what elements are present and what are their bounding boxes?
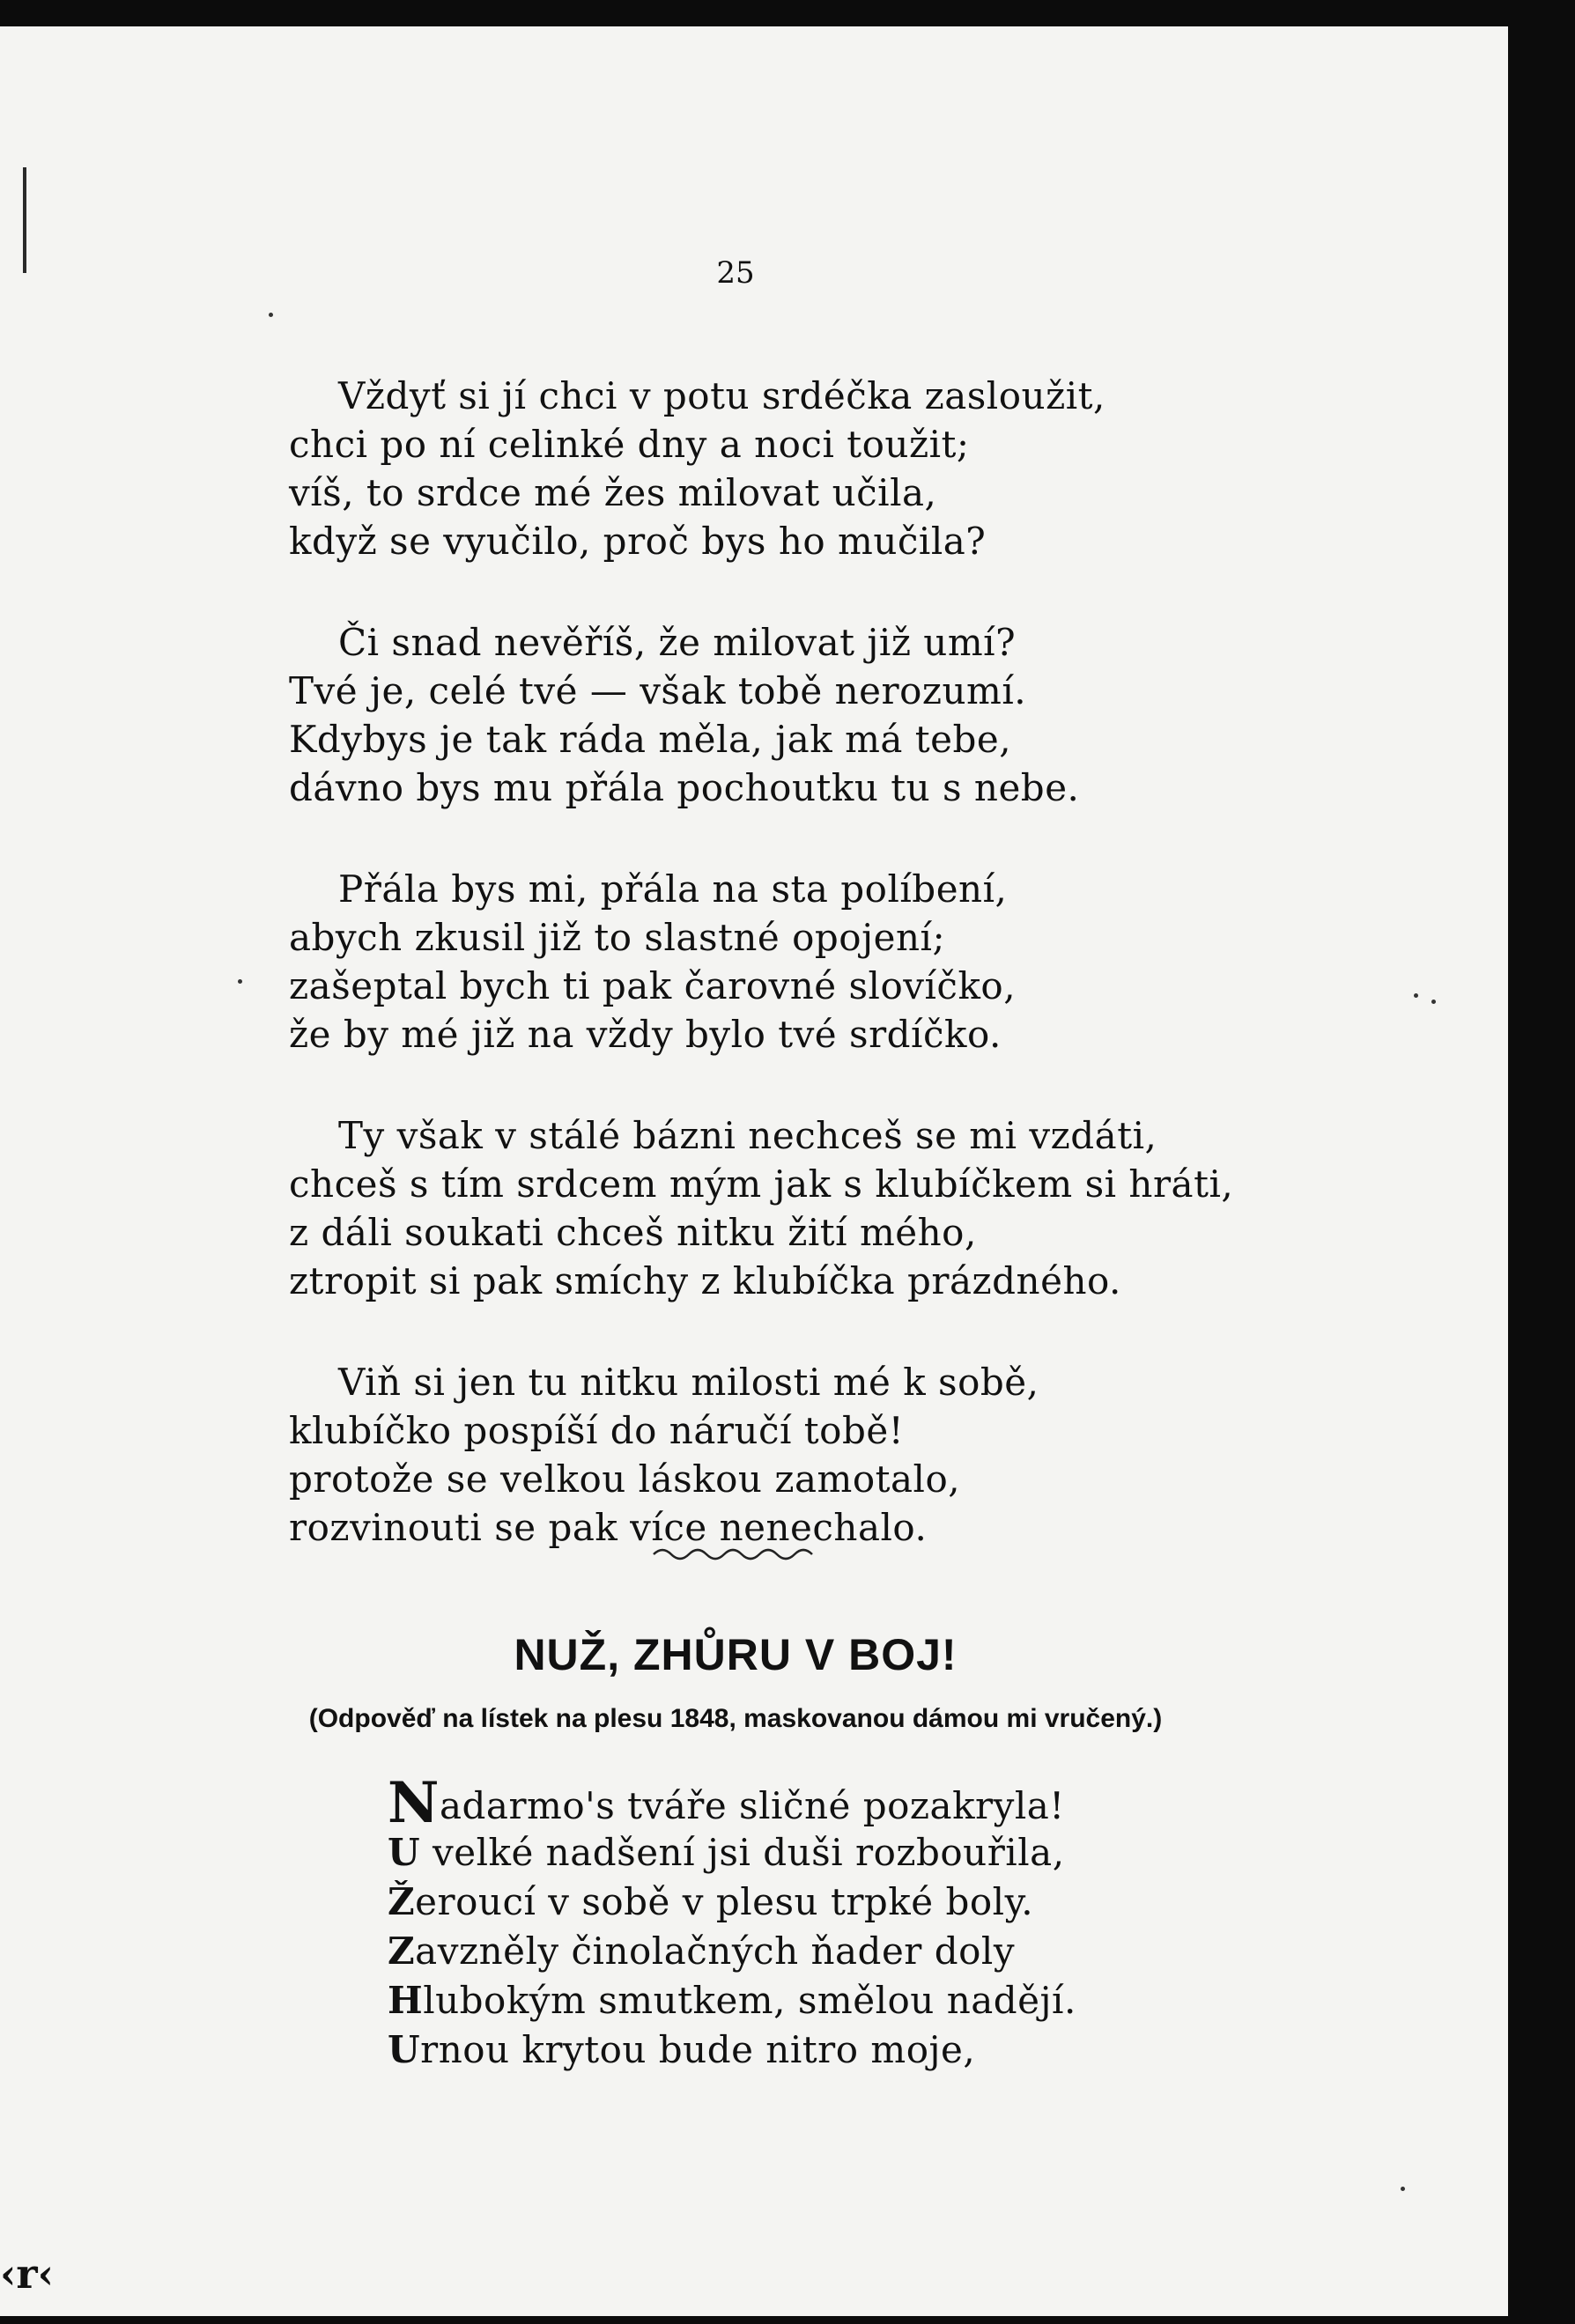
scan-speck <box>269 313 273 317</box>
verse-line: zašeptal bych ti pak čarovné slovíčko, <box>289 964 1017 1007</box>
verse-line: Ty však v stálé bázni nechceš se mi vzdáti, <box>338 1114 1157 1157</box>
verse-line: rozvinouti se pak více nenechalo. <box>289 1506 928 1549</box>
acrostic-line <box>388 1770 1445 1836</box>
stanza <box>289 1358 1390 1552</box>
page-number: 25 <box>716 255 755 291</box>
line-text: avzněly činolačných ňader doly <box>415 1929 1016 1973</box>
verse-line: víš, to srdce mé žes milovat učila, <box>289 471 937 514</box>
verse-line: Viň si jen tu nitku milosti mé k sobě, <box>338 1361 1039 1404</box>
verse-line: abych zkusil již to slastné opojení; <box>289 916 946 959</box>
verse-line: protože se velkou láskou zamotalo, <box>289 1457 961 1501</box>
line-text: rnou krytou bude nitro moje, <box>420 2028 976 2071</box>
verse-line: klubíčko pospíší do náručí tobě! <box>289 1409 905 1452</box>
stanza <box>289 618 1390 812</box>
acrostic-line <box>388 1878 1445 1927</box>
verse-line: chceš s tím srdcem mým jak s klubíčkem si hráti, <box>289 1162 1234 1206</box>
scan-speck <box>1414 993 1418 998</box>
acrostic-line <box>388 1976 1445 2025</box>
acrostic-line <box>388 2025 1445 2075</box>
wavy-ornament-divider <box>652 1541 819 1568</box>
decorated-initial: Ž <box>388 1880 416 1923</box>
verse-line: Kdybys je tak ráda měla, jak má tebe, <box>289 718 1012 761</box>
line-text: adarmo's tváře sličné pozakryla! <box>440 1784 1065 1827</box>
verse-line: že by mé již na vždy bylo tvé srdíčko. <box>289 1013 1002 1056</box>
poem-title: NUŽ, ZHŮRU V BOJ! <box>514 1630 958 1679</box>
poem-first <box>289 372 1390 1605</box>
verse-line: ztropit si pak smíchy z klubíčka prázdného. <box>289 1259 1121 1302</box>
scan-speck <box>1401 2187 1405 2191</box>
scan-corner-mark: ‹r‹ <box>0 2250 55 2298</box>
line-text: lubokým smutkem, smělou nadějí. <box>423 1979 1076 2022</box>
scan-border <box>1508 0 1575 2324</box>
line-text: velké nadšení jsi duši rozbouřila, <box>420 1831 1065 1874</box>
verse-line: Vždyť si jí chci v potu srdéčka zasloužit, <box>338 374 1105 417</box>
stanza <box>289 865 1390 1059</box>
decorated-initial: N <box>388 1770 440 1836</box>
verse-line: dávno bys mu přála pochoutku tu s nebe. <box>289 766 1080 809</box>
decorated-initial: H <box>388 1979 424 2022</box>
poem-second <box>388 1770 1445 2075</box>
line-text: eroucí v sobě v plesu trpké boly. <box>415 1880 1034 1923</box>
verse-line: chci po ní celinké dny a noci toužit; <box>289 423 970 466</box>
verse-line: Tvé je, celé tvé — však tobě nerozumí. <box>289 669 1027 712</box>
acrostic-line <box>388 1927 1445 1976</box>
decorated-initial: Z <box>388 1929 416 1973</box>
poem-subtitle: (Odpověď na lístek na plesu 1848, maskovanou dámou mi vručený.) <box>308 1704 1163 1733</box>
verse-line: Přála bys mi, přála na sta políbení, <box>338 867 1008 911</box>
decorated-initial: U <box>388 1831 421 1874</box>
stanza <box>289 372 1390 565</box>
scan-speck <box>1431 1000 1436 1004</box>
verse-line: z dáli soukati chceš nitku žití mého, <box>289 1211 977 1254</box>
acrostic-line <box>388 1828 1445 1878</box>
scan-speck <box>238 979 242 984</box>
verse-line: Či snad nevěříš, že milovat již umí? <box>338 621 1017 664</box>
verse-line: když se vyučilo, proč bys ho mučila? <box>289 520 987 563</box>
stanza <box>289 1111 1390 1305</box>
decorated-initial: U <box>388 2028 421 2071</box>
